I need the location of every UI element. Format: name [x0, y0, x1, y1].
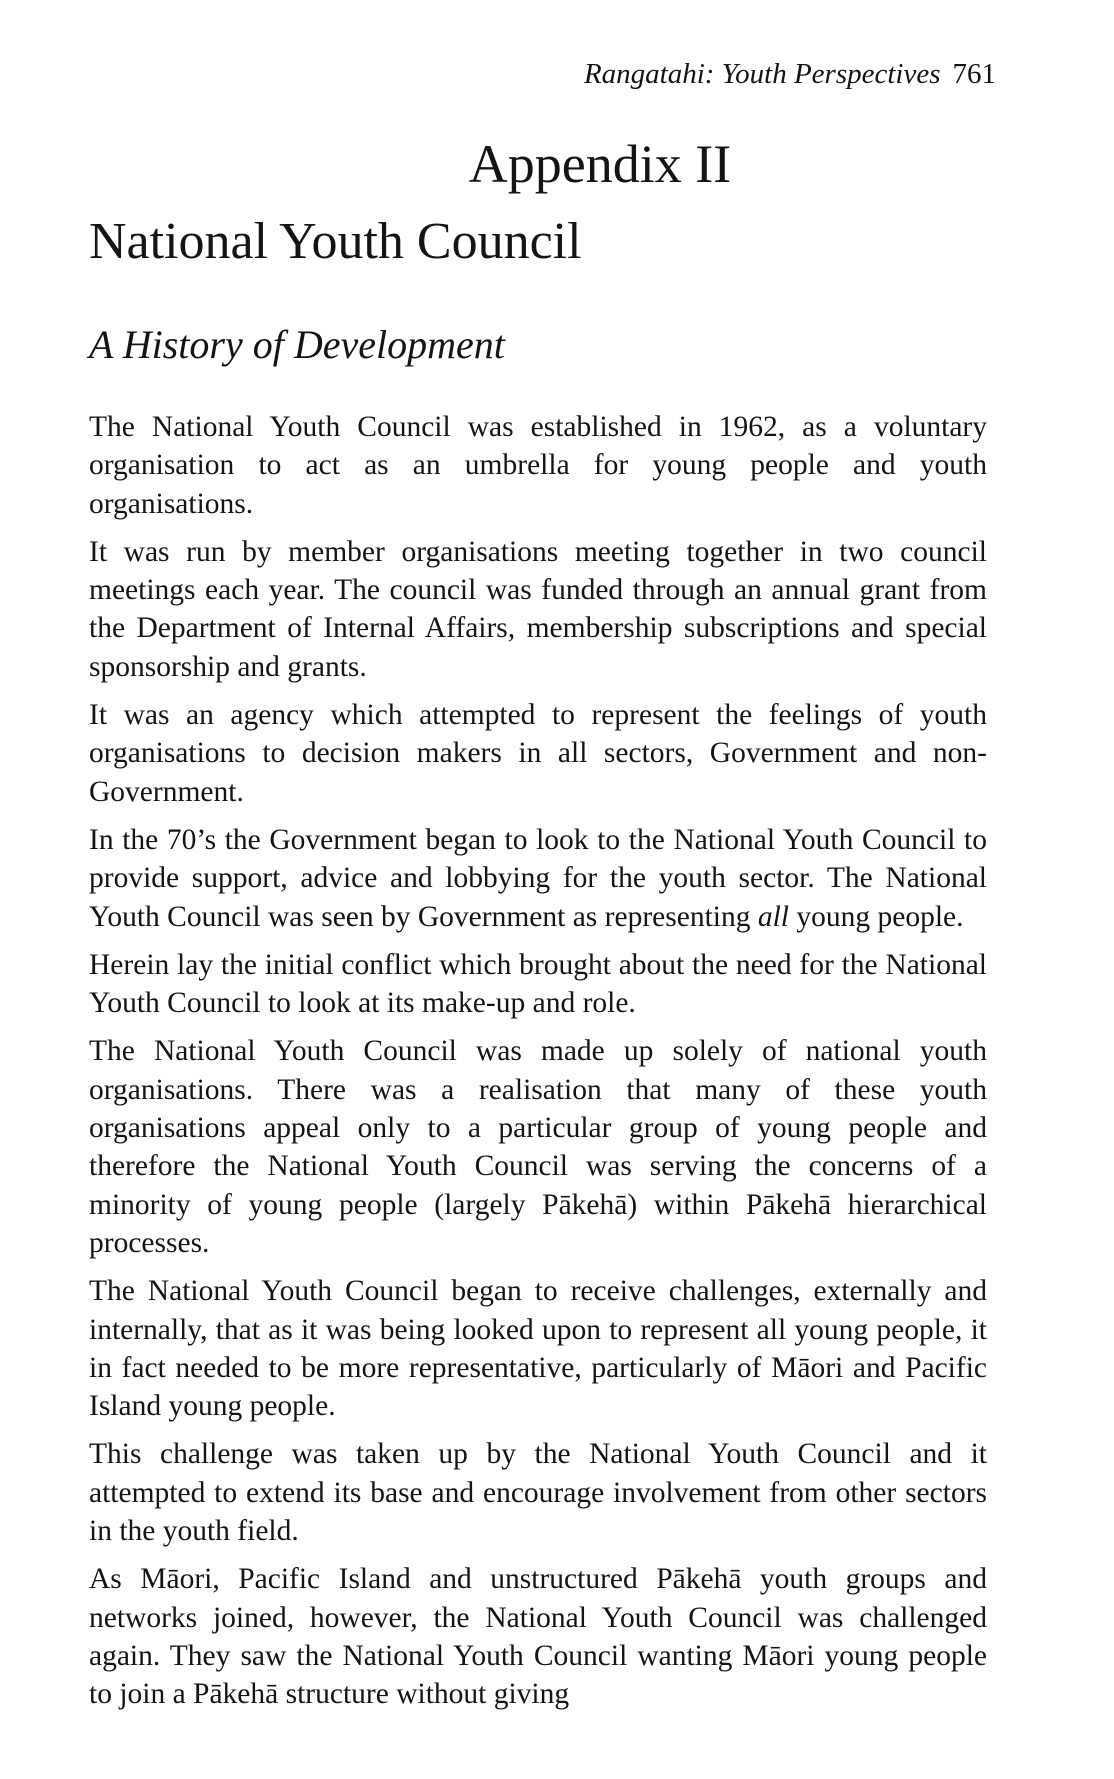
paragraph: Herein lay the initial conflict which brought about the need for the National Youth Council to look at its make-up and role.: [89, 948, 987, 1020]
paragraph: It was run by member organisations meeting together in two council meetings each year. The council was funded through an annual grant from the Department of Internal Affairs, membership subscriptions and special sponsorship and grants.: [89, 535, 987, 683]
paragraph: The National Youth Council was made up solely of national youth organisations. There was a realisation that many of these youth organisations appeal only to a particular group of young people and therefore the National Youth Council was serving the concerns of a minority of young people (largely Pākehā) within Pākehā hierarchical processes.: [89, 1035, 987, 1259]
paragraph: The National Youth Council began to receive challenges, externally and internally, that as it was being looked upon to represent all young people, it in fact needed to be more representative, particularly of Māori and Pacific Island young people.: [89, 1275, 987, 1423]
paragraph: This challenge was taken up by the National Youth Council and it attempted to extend its base and encourage involvement from other sectors in the youth field.: [89, 1438, 987, 1548]
section-title: National Youth Council: [89, 213, 582, 270]
page-number: 761: [952, 58, 996, 90]
paragraph-emphasis: all: [757, 900, 789, 933]
paragraph-text: In the 70’s the Government began to look to the National Youth Council to provide support, advice and lobbying for the youth sector. The National Youth Council was seen by Government as representing: [89, 823, 987, 933]
running-head: [584, 54, 996, 94]
paragraph: [89, 821, 987, 936]
paragraph: As Māori, Pacific Island and unstructured Pākehā youth groups and networks joined, however, the National Youth Council was challenged again. They saw the National Youth Council wanting Māori young people to join a Pākehā structure without giving: [89, 1563, 987, 1711]
paragraph: It was an agency which attempted to represent the feelings of youth organisations to decision makers in all sectors, Government and non-Government.: [89, 699, 987, 808]
paragraph: The National Youth Council was established in 1962, as a voluntary organisation to act as an umbrella for young people and youth organisations.: [89, 411, 987, 520]
section-subtitle: A History of Development: [89, 322, 505, 367]
body-text: [89, 408, 987, 1724]
paragraph-text: young people.: [789, 900, 964, 933]
running-title: Rangatahi: Youth Perspectives: [583, 58, 941, 90]
appendix-label: Appendix II: [468, 134, 732, 194]
